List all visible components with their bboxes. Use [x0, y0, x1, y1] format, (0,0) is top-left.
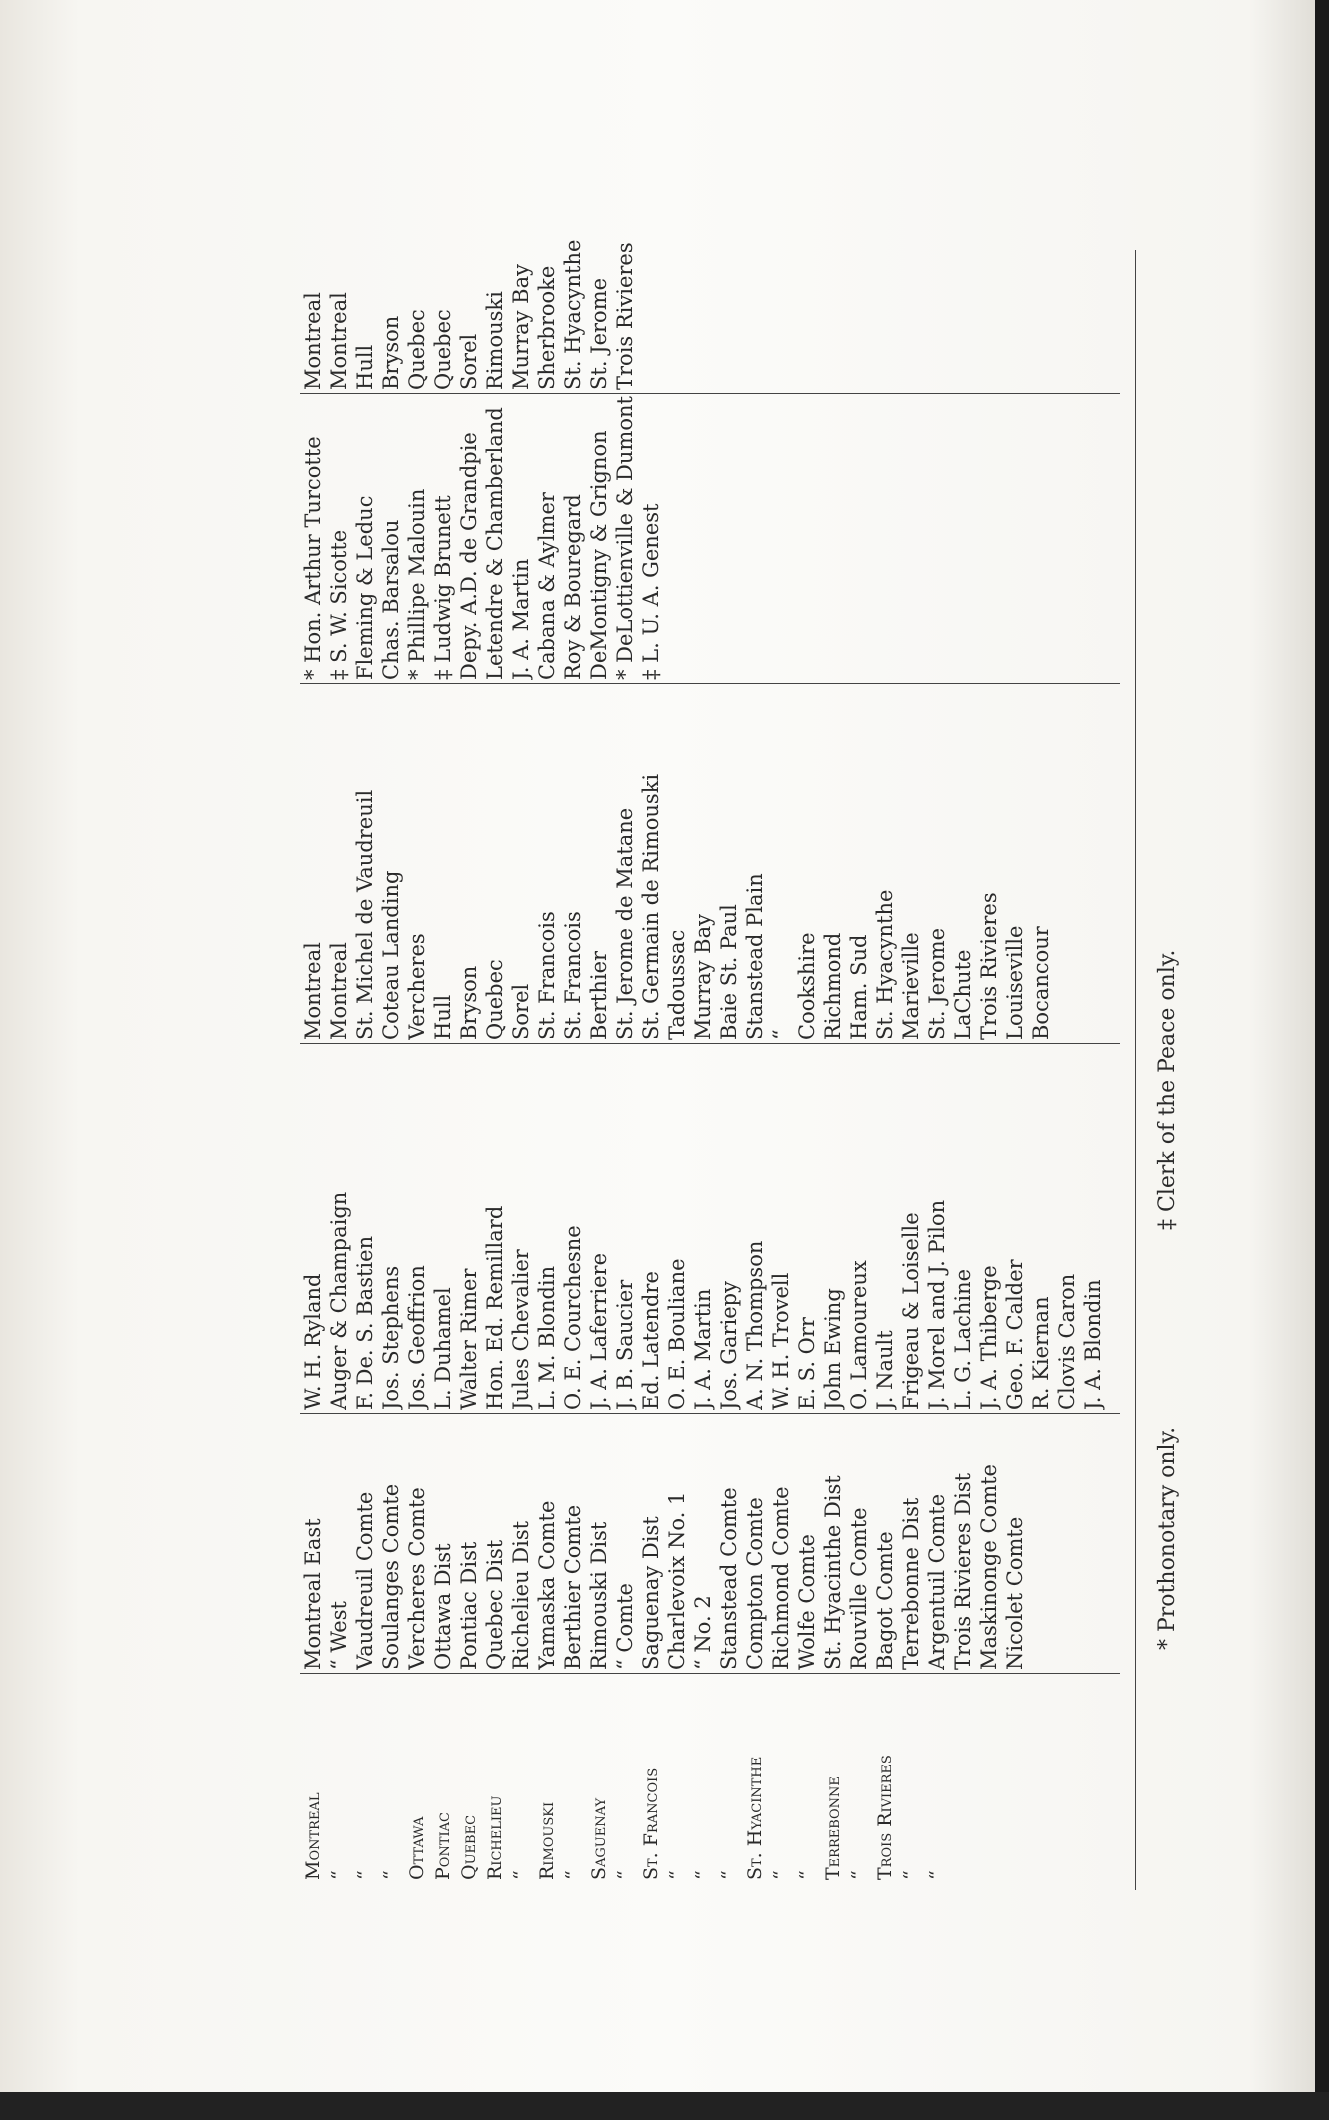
district-cell: “	[770, 1870, 792, 1880]
division-cell: Charlevoix No. 1	[665, 1491, 689, 1670]
district-cell: Terrebonne	[822, 1776, 844, 1880]
division-cell: “ Comte	[613, 1583, 637, 1670]
division-cell: Richelieu Dist	[509, 1520, 533, 1670]
office-cell: Richmond	[821, 932, 845, 1040]
prothonotarie-cell: Letendre & Chamberland	[483, 407, 507, 680]
registrar-cell: E. S. Orr	[795, 1317, 819, 1410]
division-cell: Stanstead Comte	[717, 1487, 741, 1670]
registrar-cell: Ed. Latendre	[639, 1271, 663, 1410]
registrar-cell: W. H. Trovell	[769, 1272, 793, 1410]
prothonotarie-cell: Cabana & Aylmer	[535, 492, 559, 680]
registrar-cell: Auger & Champaign	[327, 1191, 351, 1410]
prothonotarie-cell: J. A. Martin	[509, 558, 533, 680]
registrar-cell: J. A. Martin	[691, 1288, 715, 1410]
division-cell: Ottawa Dist	[431, 1543, 455, 1670]
registrar-cell: Frigeau & Loiselle	[899, 1212, 923, 1410]
location-cell: Trois Rivieres	[613, 242, 637, 390]
office-cell: Berthier	[587, 950, 611, 1040]
division-cell: Pontiac Dist	[457, 1541, 481, 1670]
location-cell: Hull	[353, 344, 377, 390]
division-cell: “ West	[327, 1601, 351, 1670]
prothonotarie-cell: * Phillipe Malouin	[405, 488, 429, 680]
division-cell: “ No. 2	[691, 1595, 715, 1670]
division-cell: Saguenay Dist	[639, 1516, 663, 1670]
district-cell: Saguenay	[588, 1797, 610, 1880]
registrar-cell: J. Nault	[873, 1330, 897, 1410]
district-cell: Ottawa	[406, 1816, 428, 1880]
registrar-cell: O. E. Courchesne	[561, 1225, 585, 1410]
district-cell: “	[848, 1870, 870, 1880]
office-cell: Baie St. Paul	[717, 904, 741, 1040]
book-edge	[1315, 0, 1329, 2120]
registrar-cell: Jos. Gariepy	[717, 1281, 741, 1410]
registrar-cell: Jos. Stephens	[379, 1265, 403, 1410]
district-cell: “	[796, 1870, 818, 1880]
prothonotarie-cell: * DeLottienville & Dumont	[613, 396, 637, 680]
district-cell: “	[354, 1870, 376, 1880]
office-cell: Hull	[431, 994, 455, 1040]
division-cell: Nicolet Comte	[1003, 1516, 1027, 1670]
column-rule	[300, 393, 1120, 394]
column-rule	[300, 683, 1120, 684]
registrar-cell: F. De. S. Bastien	[353, 1235, 377, 1410]
district-cell: “	[614, 1870, 636, 1880]
location-cell: Quebec	[405, 309, 429, 390]
division-cell: Rouville Comte	[847, 1507, 871, 1670]
district-cell: Rimouski	[536, 1801, 558, 1880]
registrar-cell: A. N. Thompson	[743, 1240, 767, 1410]
district-cell: Trois Rivieres	[874, 1755, 896, 1880]
prothonotarie-cell: DeMontigny & Grignon	[587, 430, 611, 680]
division-cell: St. Hyacinthe Dist	[821, 1475, 845, 1670]
registrar-cell: L. M. Blondin	[535, 1265, 559, 1410]
location-cell: St. Jerome	[587, 277, 611, 390]
district-cell: Quebec	[458, 1814, 480, 1880]
registrar-cell: O. E. Bouliane	[665, 1258, 689, 1410]
office-cell: Trois Rivieres	[977, 892, 1001, 1040]
prothonotarie-cell: Fleming & Leduc	[353, 495, 377, 680]
location-cell: Sorel	[457, 333, 481, 390]
office-cell: St. Germain de Rimouski	[639, 773, 663, 1040]
division-cell: Quebec Dist	[483, 1539, 507, 1670]
office-cell: Montreal	[301, 942, 325, 1040]
division-cell: Bagot Comte	[873, 1531, 897, 1670]
registrar-cell: Hon. Ed. Remillard	[483, 1205, 507, 1410]
registrar-cell: J. A. Thiberge	[977, 1265, 1001, 1410]
prothonotarie-cell: Chas. Barsalou	[379, 519, 403, 680]
district-cell: “	[692, 1870, 714, 1880]
office-cell: “	[769, 1029, 793, 1040]
registrar-cell: L. G. Lachine	[951, 1268, 975, 1410]
division-cell: Wolfe Comte	[795, 1534, 819, 1670]
division-cell: Richmond Comte	[769, 1486, 793, 1670]
location-cell: Rimouski	[483, 291, 507, 390]
division-cell: Yamaska Comte	[535, 1500, 559, 1670]
office-cell: St. Jerome	[925, 927, 949, 1040]
office-cell: St. Hyacynthe	[873, 889, 897, 1040]
registrar-cell: Geo. F. Calder	[1003, 1259, 1027, 1410]
prothonotarie-cell: ‡ L. U. A. Genest	[639, 503, 663, 680]
location-cell: Quebec	[431, 309, 455, 390]
location-cell: Montreal	[327, 292, 351, 390]
registrar-cell: O. Lamoureux	[847, 1260, 871, 1410]
office-cell: Murray Bay	[691, 914, 715, 1040]
district-cell: St. Francois	[640, 1767, 662, 1880]
registrar-cell: J. A. Blondin	[1081, 1279, 1105, 1410]
office-cell: Sorel	[509, 983, 533, 1040]
office-cell: Cookshire	[795, 932, 819, 1040]
district-cell: Montreal	[302, 1792, 324, 1880]
office-cell: Vercheres	[405, 933, 429, 1040]
office-cell: St. Francois	[535, 911, 559, 1040]
prothonotarie-cell: * Hon. Arthur Turcotte	[301, 436, 325, 680]
district-cell: “	[380, 1870, 402, 1880]
book-edge-bottom	[0, 2092, 1329, 2120]
division-cell: Montreal East	[301, 1518, 325, 1670]
office-cell: Ham. Sud	[847, 934, 871, 1040]
division-cell: Compton Comte	[743, 1497, 767, 1670]
footnote-clerk: ‡ Clerk of the Peace only.	[1155, 949, 1180, 1230]
registrar-cell: Clovis Caron	[1055, 1273, 1079, 1410]
registrar-column	[300, 980, 1106, 1410]
footnote-prothonotary: * Prothonotary only.	[1155, 1426, 1180, 1650]
office-cell: St. Francois	[561, 911, 585, 1040]
district-cell: “	[510, 1870, 532, 1880]
prothonotarie-cell: ‡ Ludwig Brunett	[431, 495, 455, 680]
registrar-cell: Jos. Geoffrion	[405, 1265, 429, 1410]
division-cell: Trois Rivieres Dist	[951, 1472, 975, 1670]
district-cell: “	[926, 1870, 948, 1880]
division-cell: Maskinonge Comte	[977, 1464, 1001, 1670]
office-cell: Tadoussac	[665, 929, 689, 1040]
office-cell: Bryson	[457, 965, 481, 1040]
location-cell: Sherbrooke	[535, 265, 559, 390]
registrar-cell: J. A. Laferriere	[587, 1252, 611, 1410]
district-cell: “	[718, 1870, 740, 1880]
registrar-cell: R. Kiernan	[1029, 1296, 1053, 1410]
registry-table	[150, 170, 1210, 1970]
division-cell: Berthier Comte	[561, 1504, 585, 1670]
office-cell: LaChute	[951, 949, 975, 1040]
office-cell: St. Michel de Vaudreuil	[353, 789, 377, 1040]
division-cell: Argentuil Comte	[925, 1493, 949, 1670]
district-cell: “	[666, 1870, 688, 1880]
registrar-cell: L. Duhamel	[431, 1287, 455, 1410]
district-cell: “	[562, 1870, 584, 1880]
prothonotarie-cell: Roy & Bouregard	[561, 494, 585, 680]
registrar-cell: J. Morel and J. Pilon	[925, 1199, 949, 1410]
location-cell: Montreal	[301, 292, 325, 390]
division-cell: Terrebonne Dist	[899, 1497, 923, 1670]
office-cell: Montreal	[327, 942, 351, 1040]
location-cell: Murray Bay	[509, 264, 533, 390]
location-cell: Bryson	[379, 315, 403, 390]
division-cell: Soulanges Comte	[379, 1483, 403, 1670]
office-cell: Bocancour	[1029, 926, 1053, 1040]
location-cell: St. Hyacynthe	[561, 239, 585, 390]
district-cell: Richelieu	[484, 1795, 506, 1880]
registrar-cell: Jules Chevalier	[509, 1249, 533, 1410]
registrar-cell: J. B. Saucier	[613, 1279, 637, 1410]
district-cell: St. Hyacinthe	[744, 1756, 766, 1880]
registrar-cell: John Ewing	[821, 1288, 845, 1410]
district-cell: “	[900, 1870, 922, 1880]
location-column	[300, 170, 638, 390]
office-cell: St. Jerome de Matane	[613, 807, 637, 1040]
division-cell: Vercheres Comte	[405, 1487, 429, 1670]
office-cell: Louiseville	[1003, 925, 1027, 1040]
office-cell: Quebec	[483, 959, 507, 1040]
office-cell: Coteau Landing	[379, 870, 403, 1040]
prothonotarie-cell: Depy. A.D. de Grandpie	[457, 432, 481, 680]
registrar-cell: Walter Rimer	[457, 1268, 481, 1410]
column-rule	[300, 1413, 1120, 1414]
district-cell: “	[328, 1870, 350, 1880]
division-cell: Vaudreuil Comte	[353, 1491, 377, 1670]
prothonotarie-cell: ‡ S. W. Sicotte	[327, 529, 351, 680]
column-rule	[300, 1673, 1120, 1674]
registrar-cell: W. H. Ryland	[301, 1273, 325, 1410]
office-cell: Stanstead Plain	[743, 873, 767, 1040]
office-cell: Marieville	[899, 932, 923, 1040]
table-bottom-rule	[1135, 250, 1136, 1890]
division-cell: Rimouski Dist	[587, 1521, 611, 1670]
column-rule	[300, 1043, 1120, 1044]
district-cell: Pontiac	[432, 1812, 454, 1880]
